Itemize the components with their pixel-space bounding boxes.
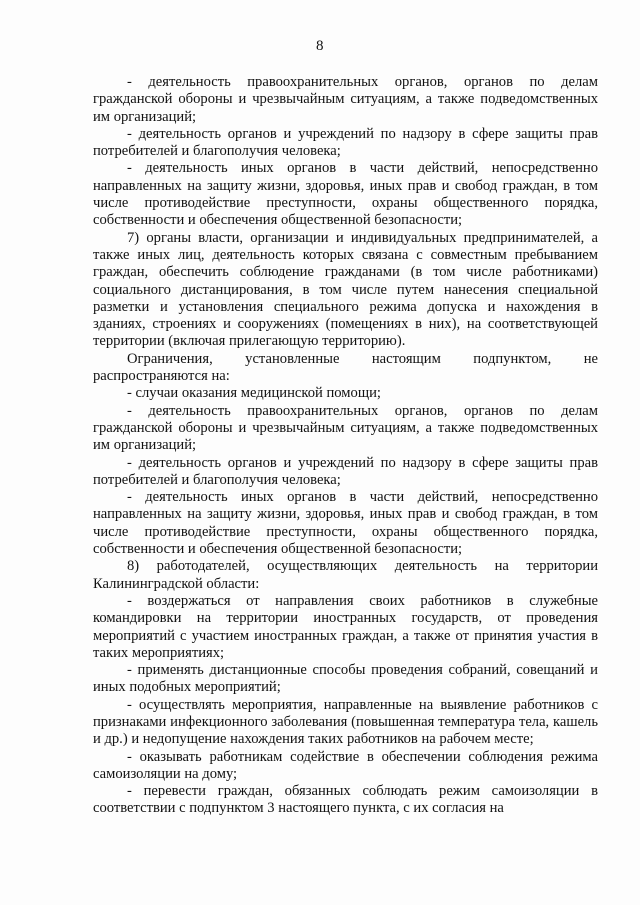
paragraph-self-isolation-support: - оказывать работникам содействие в обеспечении соблюдения режима самоизоляции на дому; — [93, 748, 598, 782]
page-number: 8 — [316, 38, 324, 54]
paragraph-consumer-supervision: - деятельность органов и учреждений по надзору в сфере защиты прав потребителей и благополучия человека; — [93, 125, 598, 160]
paragraph-remote-meetings: - применять дистанционные способы проведения собраний, совещаний и иных подобных мероприятий; — [93, 662, 598, 696]
paragraph-law-enforcement-2: - деятельность правоохранительных органов, органов по делам гражданской обороны и чрезвычайным ситуациям, а также подведомственных им организаций; — [93, 402, 598, 454]
paragraph-other-bodies-2: - деятельность иных органов в части действий, непосредственно направленных на защиту жизни, здоровья, иных прав и свобод граждан, в том числе противодействие преступности, охраны общественного порядка, собственности и обеспечения общественной безопасности; — [93, 489, 598, 558]
paragraph-transfer-citizens: - перевести граждан, обязанных соблюдать режим самоизоляции в соответствии с подпунктом 3 настоящего пункта, с их согласия на — [93, 783, 598, 817]
paragraph-other-bodies: - деятельность иных органов в части действий, непосредственно направленных на защиту жизни, здоровья, иных прав и свобод граждан, в том числе противодействие преступности, охраны общественного порядка, собственности и обеспечения общественной безопасности; — [93, 160, 598, 229]
paragraph-detect-infection: - осуществлять мероприятия, направленные на выявление работников с признаками инфекционного заболевания (повышенная температура тела, кашель и др.) и недопущение нахождения таких работников на рабочем месте; — [93, 696, 598, 748]
paragraph-item-7: 7) органы власти, организации и индивидуальных предпринимателей, а также иных лиц, деятельность которых связана с совместным пребыванием граждан, обеспечить соблюдение гражданами (в том числе работниками) социального дистанцирования, в том числе путем нанесения специальной разметки и установления специального режима допуска и нахождения в зданиях, строениях и сооружениях (помещениях в них), на соответствующей территории (включая прилегающую территорию). — [93, 229, 598, 350]
paragraph-law-enforcement: - деятельность правоохранительных органов, органов по делам гражданской обороны и чрезвычайным ситуациям, а также подведомственных им организаций; — [93, 74, 598, 125]
document-body — [93, 74, 598, 818]
paragraph-item-8: 8) работодателей, осуществляющих деятельность на территории Калининградской области: — [93, 558, 598, 592]
paragraph-business-trips: - воздержаться от направления своих работников в служебные командировки на территории иностранных государств, от проведения мероприятий с участием иностранных граждан, а также от принятия участия в таких мероприятиях; — [93, 592, 598, 661]
paragraph-medical-help: - случаи оказания медицинской помощи; — [127, 385, 381, 402]
paragraph-consumer-supervision-2: - деятельность органов и учреждений по надзору в сфере защиты прав потребителей и благополучия человека; — [93, 454, 598, 488]
paragraph-restrictions-intro: Ограничения, установленные настоящим подпунктом, не распространяются на: — [93, 350, 598, 385]
